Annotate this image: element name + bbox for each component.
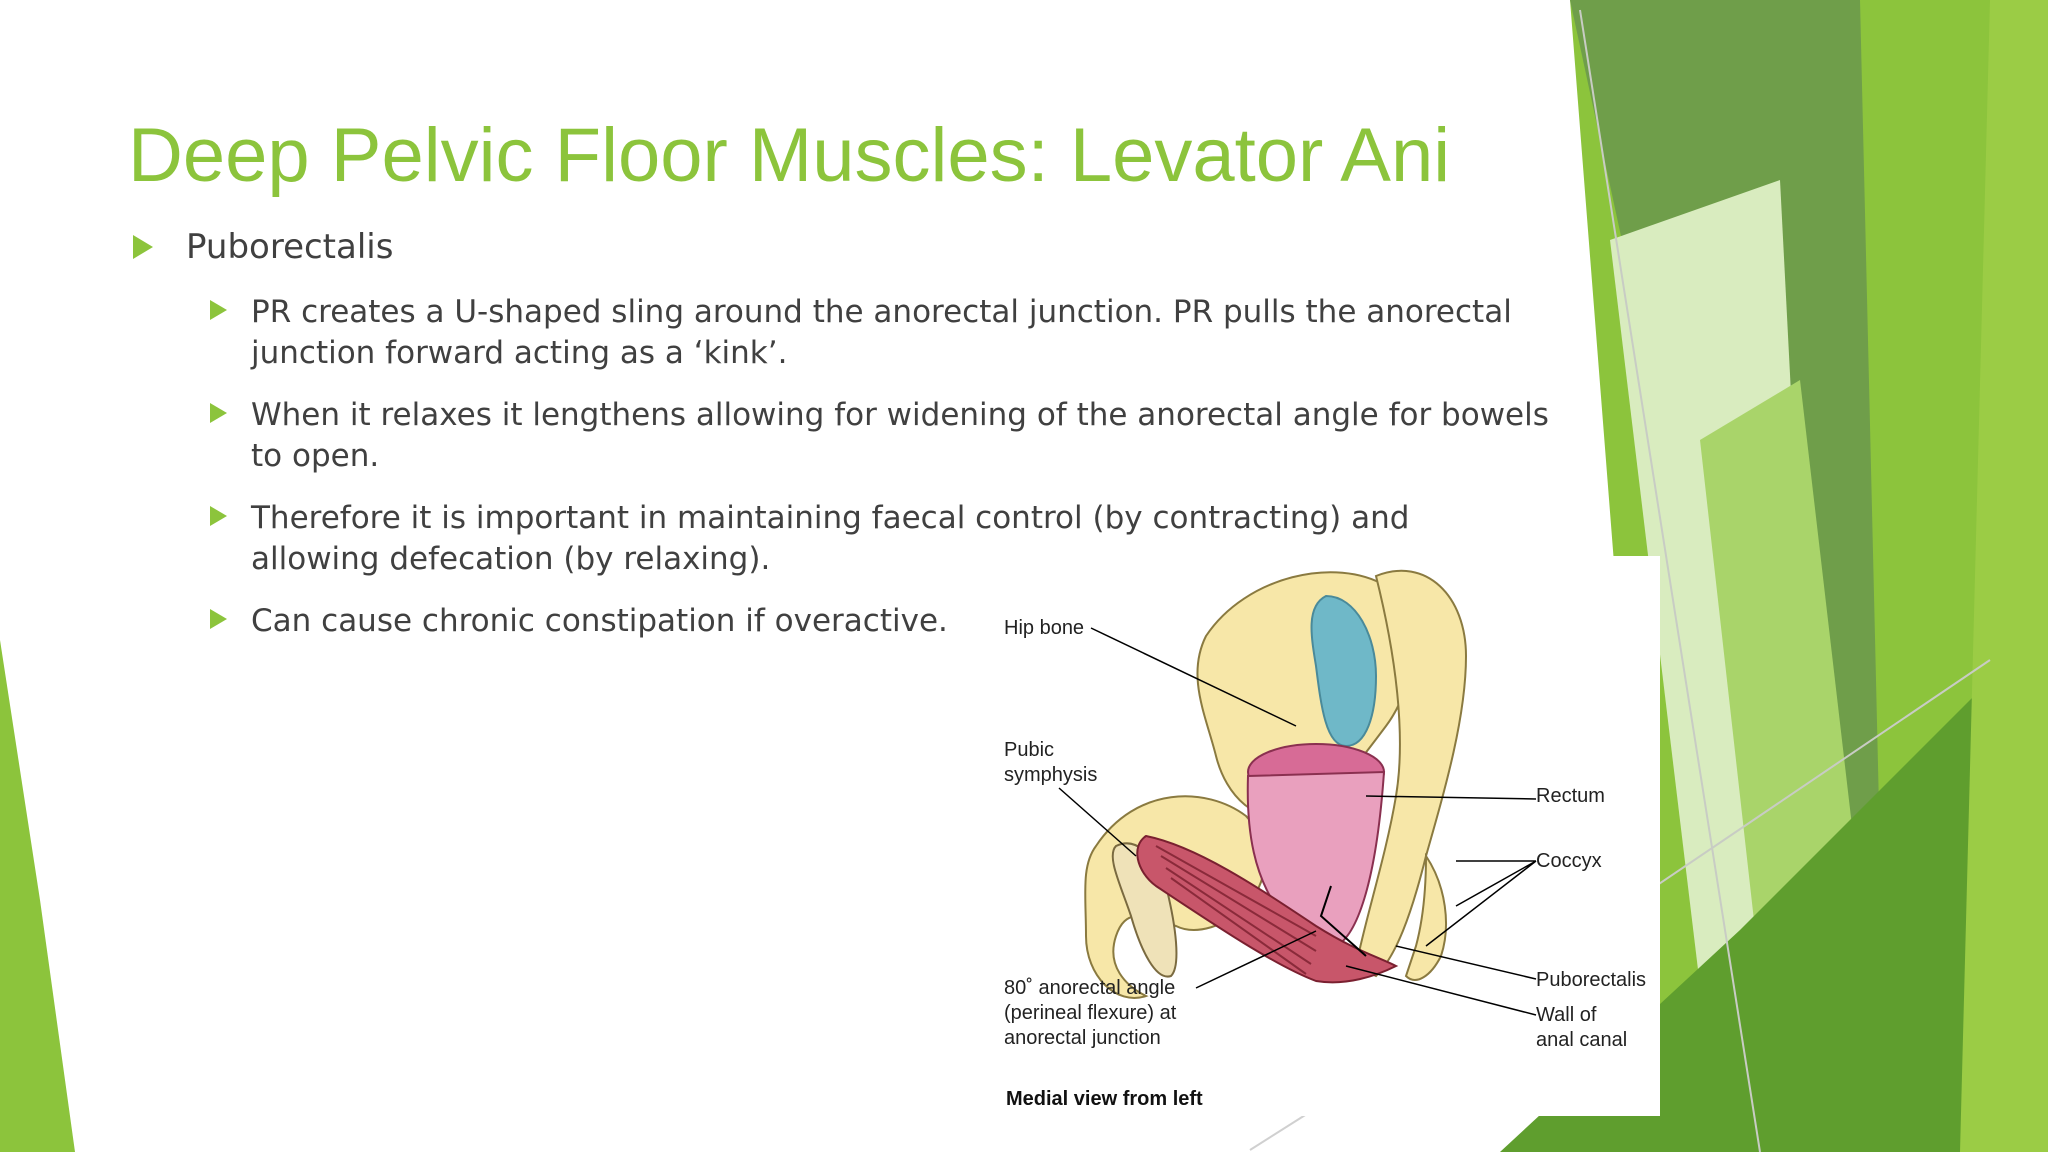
left-edge-shape — [0, 640, 75, 1152]
sub-bullet-4 — [210, 601, 1011, 642]
figure-caption: Medial view from left — [1006, 1088, 1203, 1110]
sub-bullet-2 — [210, 395, 1561, 477]
label-pubic-symphysis-2: symphysis — [1004, 764, 1098, 786]
label-anorectal-angle-2: (perineal flexure) at — [1004, 1002, 1177, 1024]
bullet-arrow-icon — [133, 235, 153, 259]
bullet-text: PR creates a U-shaped sling around the anorectal junction. PR pulls the anorectal junction forward acting as a ‘kink’. — [251, 294, 1512, 371]
bullet-arrow-icon — [210, 300, 227, 320]
anatomy-figure — [996, 556, 1660, 1116]
label-wall-2: anal canal — [1536, 1029, 1628, 1051]
label-hip-bone: Hip bone — [1004, 617, 1085, 639]
label-wall-1: Wall of — [1536, 1004, 1597, 1026]
sub-bullet-1 — [210, 292, 1561, 374]
bullet-text: Puborectalis — [186, 227, 394, 267]
bullet-text: Therefore it is important in maintaining faecal control (by contracting) and allowing defecation (by relaxing). — [251, 500, 1410, 577]
label-pubic-symphysis-1: Pubic — [1004, 739, 1055, 761]
label-coccyx: Coccyx — [1536, 850, 1602, 872]
bullet-arrow-icon — [210, 506, 227, 526]
bullet-text: Can cause chronic constipation if overactive. — [251, 603, 948, 639]
label-puborectalis: Puborectalis — [1536, 969, 1647, 991]
bullet-arrow-icon — [210, 609, 227, 629]
bullet-arrow-icon — [210, 403, 227, 423]
slide-title: Deep Pelvic Floor Muscles: Levator Ani — [128, 113, 1451, 198]
diagonal-line-3 — [1250, 1112, 1310, 1150]
bullet-text: When it relaxes it lengthens allowing for widening of the anorectal angle for bowels to open. — [251, 397, 1549, 474]
label-anorectal-angle-3: anorectal junction — [1004, 1027, 1161, 1049]
bullet-puborectalis — [133, 226, 393, 268]
label-anorectal-angle-1: 80˚ anorectal angle — [1004, 977, 1176, 999]
label-rectum: Rectum — [1536, 785, 1605, 807]
